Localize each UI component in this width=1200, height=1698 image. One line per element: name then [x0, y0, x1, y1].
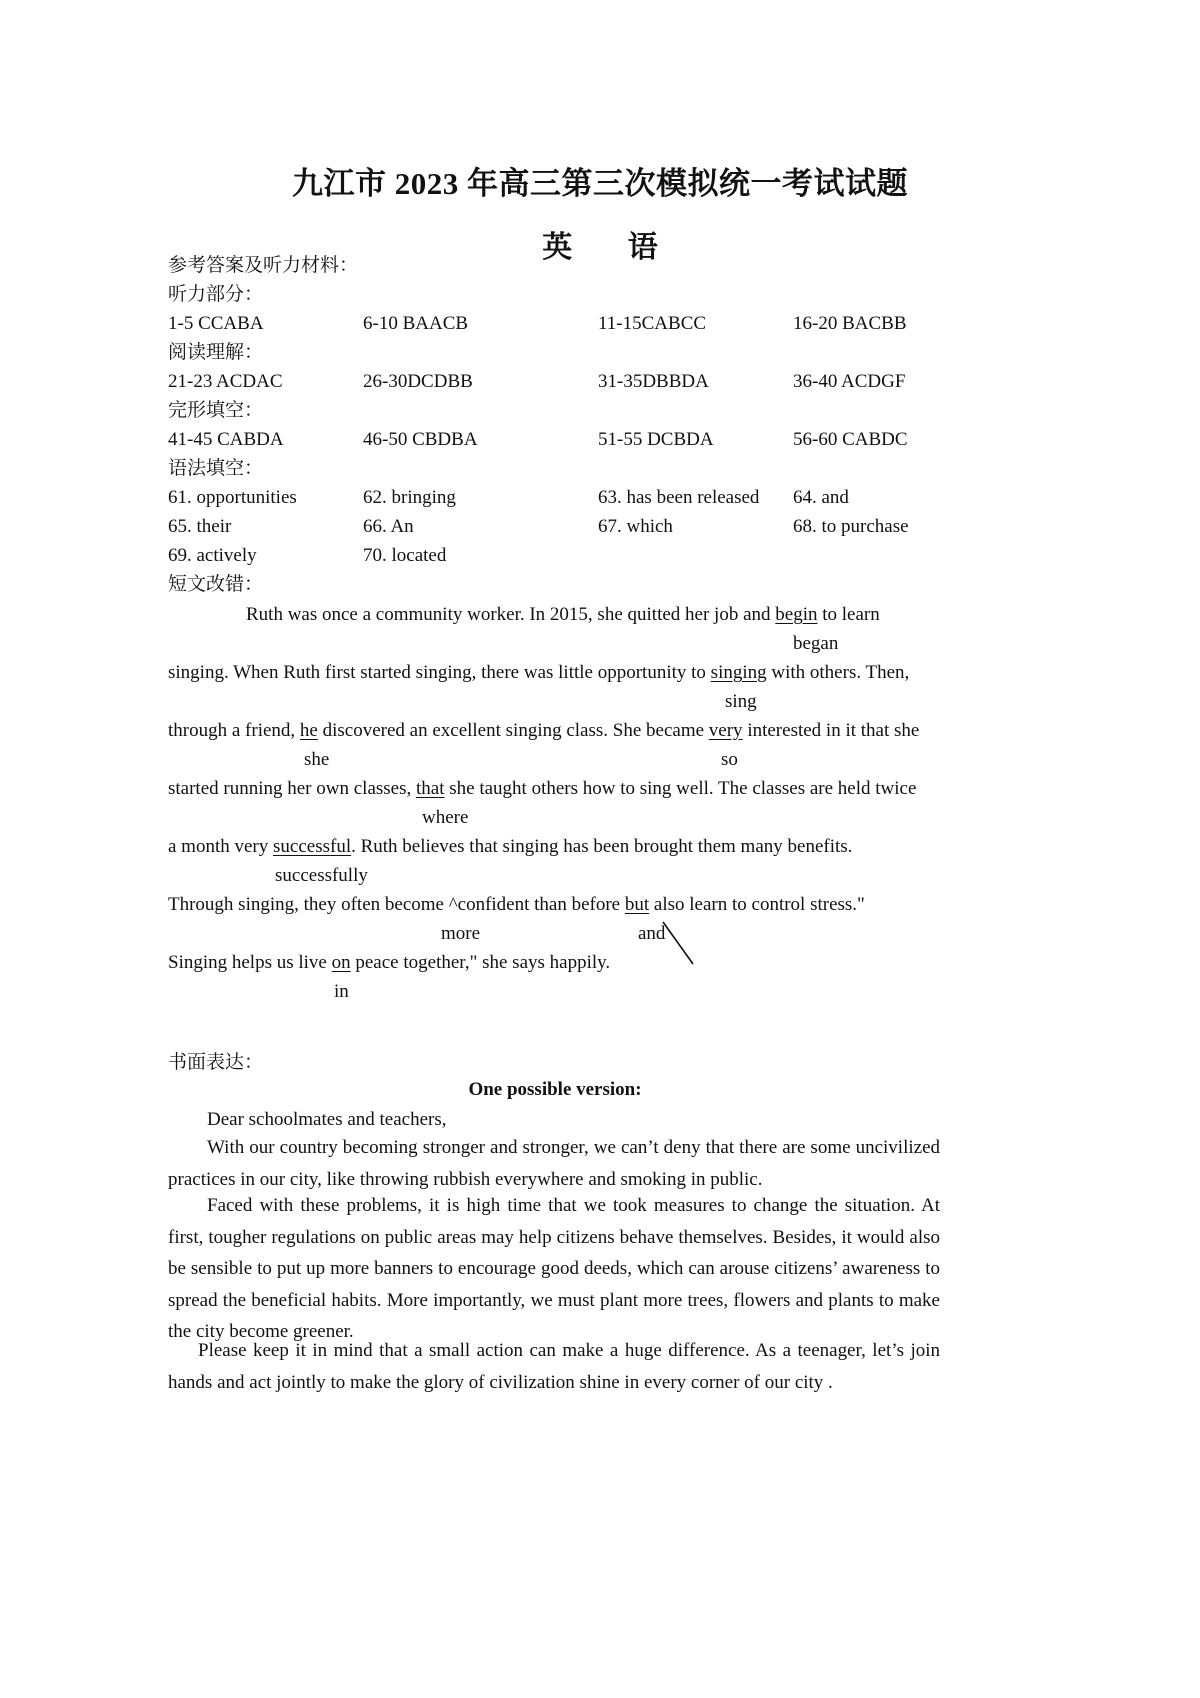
answer-cell: 69. actively — [168, 545, 257, 566]
error-word: begin — [775, 604, 818, 625]
reading-heading: 阅读理解： — [168, 342, 264, 363]
answer-cell: 62. bringing — [363, 487, 456, 508]
correction-line-1: Ruth was once a community worker. In 2015, she quitted her job and begin to learn — [246, 604, 880, 625]
correction-line-4: started running her own classes, that she taught others how to sing well. The classes are held twice — [168, 778, 917, 799]
correction-line-5: a month very successful. Ruth believes that singing has been brought them many benefits. — [168, 836, 853, 857]
delete-mark-icon — [661, 920, 695, 966]
answer-cell: 26-30DCDBB — [363, 371, 473, 392]
answer-cell: 11-15CABCC — [598, 313, 707, 334]
error-word: he — [299, 720, 318, 741]
answer-cell: 61. opportunities — [168, 487, 297, 508]
answer-cell: 21-23 ACDAC — [168, 371, 283, 392]
error-word: successful — [273, 836, 352, 857]
correction-heading: 短文改错： — [168, 574, 264, 595]
cloze-heading: 完形填空： — [168, 400, 264, 421]
correction-fix: so — [721, 749, 738, 770]
answer-cell: 1-5 CCABA — [168, 313, 264, 334]
answer-cell: 68. to purchase — [793, 516, 909, 537]
answer-cell: 6-10 BAACB — [363, 313, 469, 334]
error-word: but — [624, 894, 650, 915]
letter-paragraph-2: Faced with these problems, it is high time that we took measures to change the situation. At first, tougher regulations on public areas may help citizens behave themselves. Besides, it would also be sensible to put up more banners to encourage good deeds, which can arouse citizens’ awareness to spread the beneficial habits. More importantly, we must plant more trees, flowers and plants to make the city become greener. — [168, 1195, 940, 1342]
correction-fix: where — [422, 807, 469, 828]
answer-cell: 63. has been released — [598, 487, 760, 508]
letter-salutation: Dear schoolmates and teachers, — [207, 1109, 447, 1130]
error-word: singing — [710, 662, 767, 683]
correction-line-7: Singing helps us live on peace together," she says happily. — [168, 952, 611, 973]
answer-cell: 70. located — [363, 545, 447, 566]
correction-fix: she — [304, 749, 330, 770]
answer-cell: 41-45 CABDA — [168, 429, 284, 450]
correction-line-3: through a friend, he discovered an excellent singing class. She became very interested in it that she — [168, 720, 920, 741]
correction-fix: successfully — [275, 865, 368, 886]
intro-heading: 参考答案及听力材料： — [168, 255, 359, 276]
correction-fix: more — [441, 923, 481, 944]
writing-heading: 书面表达： — [168, 1052, 264, 1073]
grammar-heading: 语法填空： — [168, 458, 264, 479]
answer-cell: 65. their — [168, 516, 232, 537]
answer-cell: 16-20 BACBB — [793, 313, 907, 334]
correction-fix: began — [793, 633, 839, 654]
error-word: that — [416, 778, 445, 799]
error-word: on — [331, 952, 351, 973]
subject-title: 英 语 — [542, 231, 682, 264]
letter-paragraph-1: With our country becoming stronger and stronger, we can’t deny that there are some uncivilized practices in our city, like throwing rubbish everywhere and smoking in public. — [168, 1137, 940, 1190]
correction-fix: in — [334, 981, 349, 1002]
answer-cell: 66. An — [363, 516, 414, 537]
listening-heading: 听力部分： — [168, 284, 264, 305]
answer-cell: 31-35DBBDA — [598, 371, 709, 392]
answer-cell: 67. which — [598, 516, 673, 537]
answer-cell: 46-50 CBDBA — [363, 429, 478, 450]
answer-cell: 36-40 ACDGF — [793, 371, 906, 392]
answer-cell: 64. and — [793, 487, 849, 508]
letter-paragraph-3: Please keep it in mind that a small action can make a huge difference. As a teenager, let’s join hands and act jointly to make the glory of civilization shine in every corner of our city . — [168, 1340, 940, 1393]
correction-line-6: Through singing, they often become ^confident than before but also learn to control stress." — [168, 894, 865, 915]
answer-cell: 56-60 CABDC — [793, 429, 908, 450]
correction-fix: sing — [725, 691, 757, 712]
error-word: very — [708, 720, 743, 741]
document-title: 九江市 2023 年高三第三次模拟统一考试试题 — [292, 166, 908, 201]
correction-line-2: singing. When Ruth first started singing, there was little opportunity to singing with others. Then, — [168, 662, 910, 683]
version-title: One possible version: — [468, 1079, 642, 1100]
answer-cell: 51-55 DCBDA — [598, 429, 714, 450]
correction-fix: and — [638, 923, 666, 944]
